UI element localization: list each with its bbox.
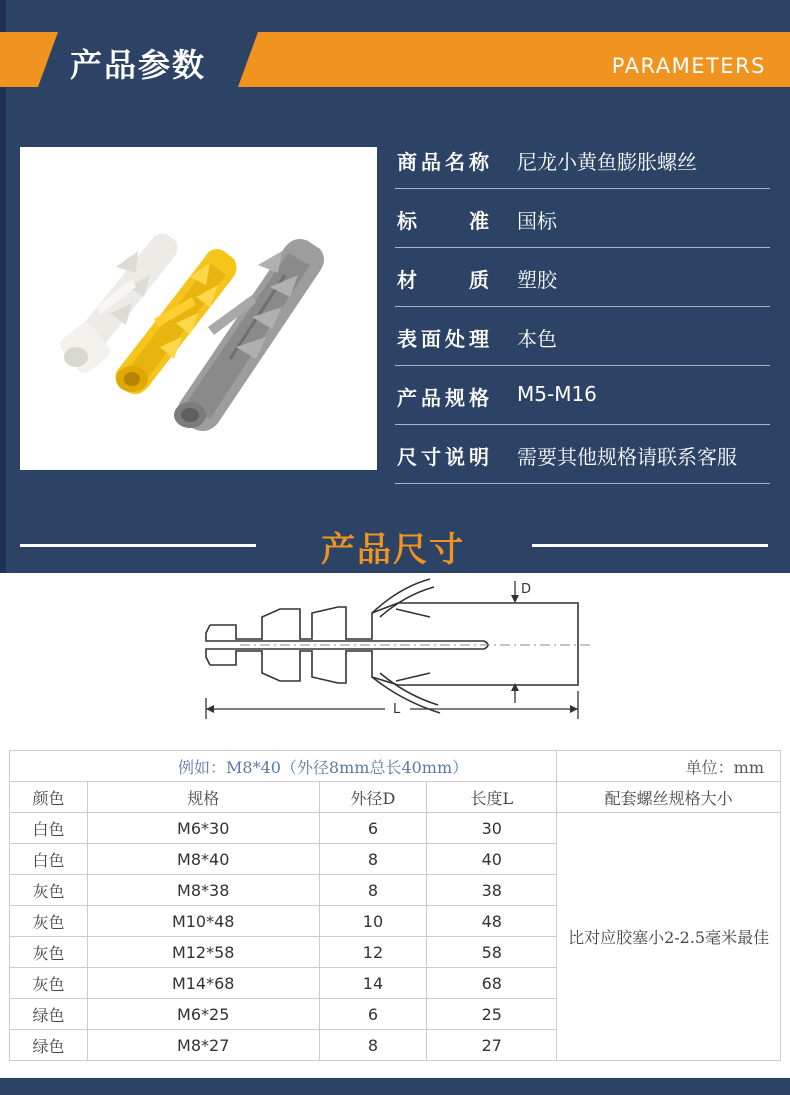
table-header: 配套螺丝规格大小	[557, 782, 781, 813]
length-cell: 27	[427, 1030, 557, 1061]
example-text: 例如：M8*40（外径8mm总长40mm）	[10, 751, 557, 782]
screw-size-note: 比对应胶塞小2-2.5毫米最佳	[557, 813, 781, 1061]
diameter-cell: 12	[319, 937, 427, 968]
example-row	[10, 751, 781, 782]
section-divider-right	[532, 544, 768, 547]
spec-cell: M6*25	[87, 999, 319, 1030]
length-cell: 68	[427, 968, 557, 999]
unit-text: 单位：mm	[557, 751, 781, 782]
parameters-banner	[0, 32, 790, 87]
table-header: 规格	[87, 782, 319, 813]
length-cell: 58	[427, 937, 557, 968]
param-row	[395, 425, 770, 484]
param-label: 商品名称	[397, 150, 489, 174]
gray-anchor-image	[174, 239, 324, 431]
param-row	[395, 307, 770, 366]
parameters-list	[395, 130, 770, 484]
diameter-cell: 6	[319, 999, 427, 1030]
diameter-cell: 10	[319, 906, 427, 937]
length-cell: 48	[427, 906, 557, 937]
table-row	[10, 813, 781, 844]
param-row	[395, 366, 770, 425]
param-row	[395, 189, 770, 248]
color-cell: 灰色	[10, 906, 88, 937]
diameter-cell: 8	[319, 844, 427, 875]
length-cell: 25	[427, 999, 557, 1030]
color-cell: 绿色	[10, 999, 88, 1030]
spec-cell: M12*58	[87, 937, 319, 968]
banner-subtitle-en: PARAMETERS	[611, 54, 766, 78]
top-strip	[0, 0, 790, 32]
param-row	[395, 130, 770, 189]
spec-cell: M14*68	[87, 968, 319, 999]
table-header: 外径D	[319, 782, 427, 813]
diameter-cell: 14	[319, 968, 427, 999]
diameter-cell: 8	[319, 875, 427, 906]
param-value: 国标	[517, 209, 557, 233]
length-cell: 30	[427, 813, 557, 844]
diameter-cell: 8	[319, 1030, 427, 1061]
diameter-cell: 6	[319, 813, 427, 844]
param-value: M5-M16	[517, 382, 597, 406]
dimension-diagram	[0, 573, 790, 748]
table-header-row	[10, 782, 781, 813]
param-value: 尼龙小黄鱼膨胀螺丝	[517, 150, 697, 174]
bottom-bar	[0, 1078, 790, 1095]
spec-cell: M8*40	[87, 844, 319, 875]
spec-cell: M10*48	[87, 906, 319, 937]
color-cell: 灰色	[10, 968, 88, 999]
length-cell: 38	[427, 875, 557, 906]
dimension-panel	[0, 573, 790, 1078]
table-header: 颜色	[10, 782, 88, 813]
table-header: 长度L	[427, 782, 557, 813]
param-label: 标准	[397, 209, 489, 233]
color-cell: 绿色	[10, 1030, 88, 1061]
param-label: 材质	[397, 268, 489, 292]
param-value: 塑胶	[517, 268, 557, 292]
param-label: 表面处理	[397, 327, 489, 351]
spec-table	[9, 750, 781, 1061]
param-row	[395, 248, 770, 307]
section-title: 产品尺寸	[321, 530, 465, 570]
spec-cell: M6*30	[87, 813, 319, 844]
spec-cell: M8*38	[87, 875, 319, 906]
banner-title: 产品参数	[70, 46, 207, 84]
param-label: 产品规格	[397, 386, 489, 410]
section-divider-left	[20, 544, 256, 547]
color-cell: 白色	[10, 844, 88, 875]
color-cell: 灰色	[10, 937, 88, 968]
param-value: 本色	[517, 327, 557, 351]
dimension-l-label: L	[393, 702, 401, 717]
dimension-d-label: D	[521, 582, 532, 597]
param-value: 需要其他规格请联系客服	[517, 445, 737, 469]
spec-cell: M8*27	[87, 1030, 319, 1061]
color-cell: 白色	[10, 813, 88, 844]
param-label: 尺寸说明	[397, 445, 489, 469]
length-cell: 40	[427, 844, 557, 875]
color-cell: 灰色	[10, 875, 88, 906]
product-photo	[20, 147, 377, 470]
